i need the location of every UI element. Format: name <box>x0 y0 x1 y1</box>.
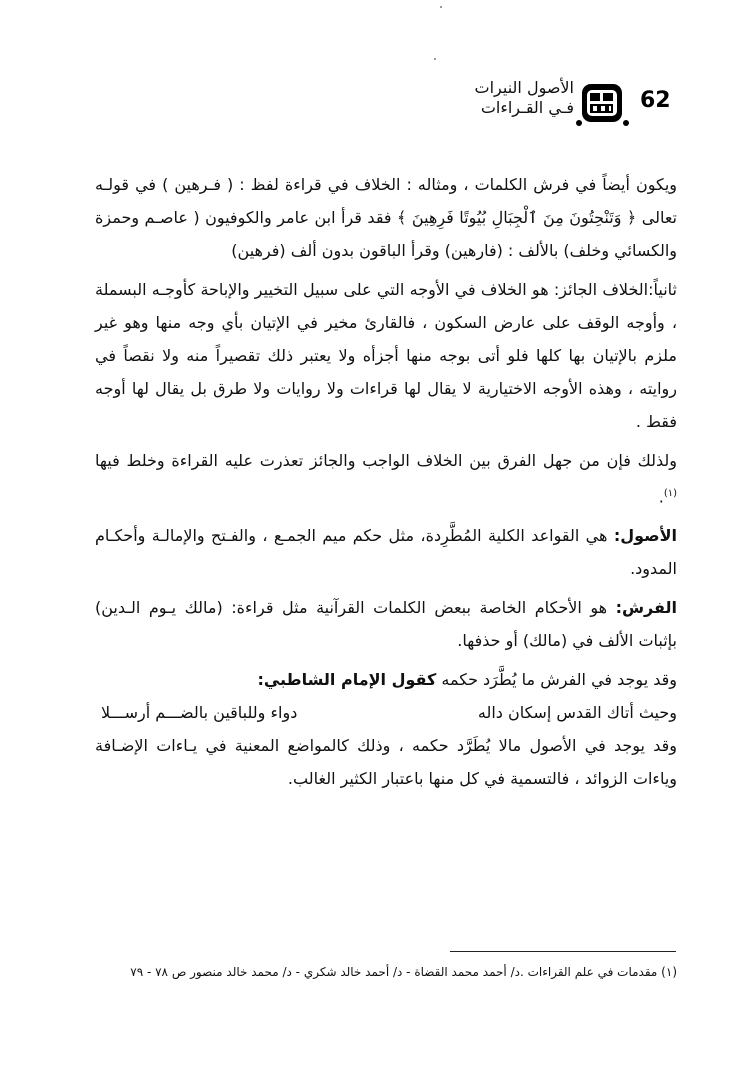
term-farsh: الفرش: <box>615 598 677 618</box>
paragraph-shatibi-intro <box>95 663 677 696</box>
quran-verse: ﴿ وَتَنْحِتُونَ مِنَ ٱلْجِبَالِ بُيُوتًا فَرِهِينَ ﴾ <box>397 208 637 227</box>
paragraph-text: فقد قرأ ابن عامر والكوفيون ( عاصـم وحمزة والكسائي وخلف) بالألف : (فارهين) وقرأ الباقون بدون ألف (فرهين) <box>95 208 677 260</box>
paragraph-text: ويكون أيضاً في فرش الكلمات ، ومثاله : الخلاف في قراءة لفظ : ( فـرهين ) في قولـه تعالى <box>95 175 677 227</box>
footnote-divider <box>450 951 676 952</box>
paragraph-farsh-definition <box>95 591 677 657</box>
paragraph-usul-exception: وقد يوجد في الأصول مالا يُطَرَّد حكمه ، وذلك كالمواضع المعنية في يـاءات الإضـافة وياءات الزوائد ، فالتسمية في كل منها باعتبار الكثير الغالب. <box>95 736 677 789</box>
paragraph-conclusion: ولذلك فإن من جهل الفرق بين الخلاف الواجب والجائز تعذرت عليه القراءة وخلط فيها $^{(١)}$. <box>95 451 677 507</box>
shatibi-reference: كقول الإمام الشاطبي: <box>257 670 437 690</box>
page-number: 62 <box>640 88 671 113</box>
speck <box>440 6 442 8</box>
paragraph-text: هو الأحكام الخاصة ببعض الكلمات القرآنية مثل قراءة: (مالك يـوم الـدين) بإثبات الألف في (مالك) أو حذفها. <box>95 598 677 651</box>
footnote-reference: (١) <box>663 488 677 499</box>
speck <box>434 58 436 60</box>
term-usul: الأصول: <box>613 526 677 546</box>
verse-second-hemistich: دواء وللباقين بالضـــم أرســـلا <box>101 703 298 723</box>
page-header <box>436 78 676 134</box>
paragraph-text: ولذلك فإن من جهل الفرق بين الخلاف الواجب والجائز تعذرت عليه القراءة وخلط فيها <box>95 451 677 470</box>
book-logo-icon <box>576 82 632 128</box>
running-title-line2: فـي القـراءات <box>480 98 574 117</box>
paragraph-text: وقد يوجد في الفرش ما يُطَّرَد حكمه <box>436 670 677 690</box>
paragraph-permissible-difference: ثانياً:الخلاف الجائز: هو الخلاف في الأوجه التي على سبيل التخيير والإباحة كأوجـه البسملة ، وأوجه الوقف على عارض السكون ، فالقارئ مخير في الإتيان بأي وجه منها وهو غير ملزم بالإتيان بها كلها فلو أتى بوجه منها أجزأه ولا يعتبر ذلك تقصيراً منه ولا نقصاً في روايته ، وهذه الأوجه الاختيارية لا يقال لها قراءات ولا روايات ولا طرق بل يقال لها أوجه فقط . <box>95 280 677 431</box>
paragraph-text: هي القواعد الكلية المُطَّرِدة، مثل حكم ميم الجمـع ، والفـتح والإمالـة وأحكـام المدود. <box>95 526 677 579</box>
paragraph-farsh-example <box>95 168 677 267</box>
verse-first-hemistich: وحيث أتاك القدس إسكان داله <box>477 703 677 723</box>
paragraph-usul-definition <box>95 519 677 585</box>
footnote: (١) مقدمات في علم القراءات .د/ أحمد محمد القضاة - د/ أحمد خالد شكري - د/ محمد خالد منصور ص ٧٨ - ٧٩ <box>130 965 677 979</box>
running-title <box>436 78 574 118</box>
poem-verse <box>95 696 677 729</box>
running-title-line1: الأصول النيرات <box>474 78 574 97</box>
main-text <box>95 168 677 801</box>
